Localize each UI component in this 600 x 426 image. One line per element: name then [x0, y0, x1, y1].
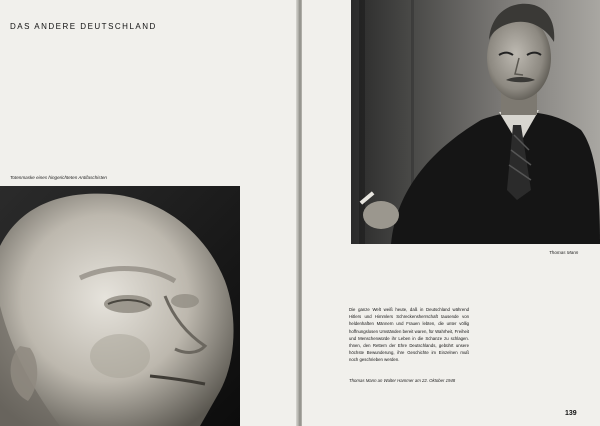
- page-number: 139: [565, 410, 577, 417]
- right-page: [302, 0, 600, 426]
- portrait-caption: Thomas Mann: [549, 250, 579, 255]
- left-page: [0, 0, 298, 426]
- quote-text: Die ganze Welt weiß heute, daß in Deutschland während Hitlers und Himmlers Schreckensherrschaft tausende von heldenhaften Männern und Frauen lebten, die unter völlig hoffnungslosen Umständen bereit waren, für Wahrheit, Freiheit und Menschenwürde ihr Leben in die Schanze zu schlagen. Ihnen, den Rettern der Ehre Deutschlands, gebührt unsere höchste Bewunderung, ihre Geschichte im Einzelnen muß noch geschrieben werden.: [349, 307, 469, 363]
- death-mask-caption: Totenmaske eines hingerichteten Antifaschisten: [10, 175, 107, 180]
- quote-attribution: Thomas Mann an Walter Hammer am 22. Oktober 1948: [349, 378, 456, 383]
- running-head: DAS ANDERE DEUTSCHLAND: [10, 22, 157, 31]
- thomas-mann-portrait: [351, 0, 600, 244]
- death-mask-photo: [0, 186, 240, 426]
